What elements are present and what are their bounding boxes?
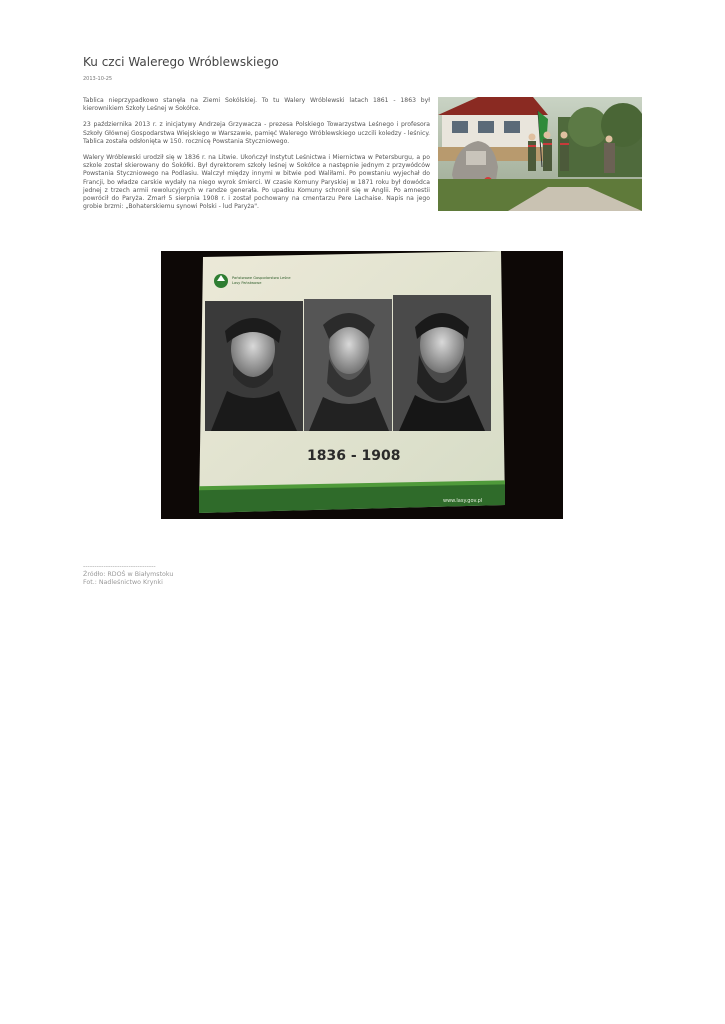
article-body bbox=[83, 97, 430, 219]
article-title: Ku czci Walerego Wróblewskiego bbox=[83, 55, 279, 69]
slide-url: www.lasy.gov.pl bbox=[443, 498, 483, 504]
footer-photo-credit: Fot.: Nadleśnictwo Krynki bbox=[83, 579, 163, 586]
footer-separator: -------------------------------- bbox=[83, 563, 156, 570]
presentation-slide bbox=[161, 251, 563, 519]
paragraph: Tablica nieprzypadkowo stanęła na Ziemi Sokólskiej. To tu Walery Wróblewski latach 1861 - 1863 był kierownikiem Szkoły Leśnej w Sokółce. bbox=[83, 97, 430, 113]
footer-source: Źródło: RDOŚ w Białymstoku bbox=[83, 571, 174, 578]
slide-org-line1: Państwowe Gospodarstwo Leśne bbox=[232, 276, 291, 280]
memorial-photo-image bbox=[438, 97, 642, 211]
portrait-2 bbox=[304, 299, 392, 431]
slide-years: 1836 - 1908 bbox=[307, 448, 401, 464]
portrait-1 bbox=[205, 301, 303, 431]
paragraph: Walery Wróblewski urodził się w 1836 r. na Litwie. Ukończył Instytut Leśnictwa i Miernictwa w Petersburgu, a po szkole został skierowany do Sokółki. Był dyrektorem szkoły leśnej w Sokółce a następnie jednym z przywódców Powstania Styczniowego na Podlasiu. Walczył między innymi w bitwie pod Waliłami. Po powstaniu wyjechał do Francji, bo władze carskie wydały na niego wyrok śmierci. W czasie Komuny Paryskiej w 1871 roku był dowódca jednej z trzech armii rewolucyjnych w randze generała. Po upadku Komuny schronił się w Anglii. Po amnestii powrócił do Paryża. Zmarł 5 sierpnia 1908 r. i został pochowany na cmentarzu Pere Lachaise. Napis na jego grobie brzmi: „Bohaterskiemu synowi Polski - lud Paryża". bbox=[83, 154, 430, 211]
slide-org-line2: Lasy Państwowe bbox=[232, 281, 262, 285]
portrait-3 bbox=[393, 295, 491, 431]
memorial-photo bbox=[438, 97, 642, 211]
article-footer bbox=[83, 563, 173, 587]
paragraph: 23 października 2013 r. z inicjatywy Andrzeja Grzywacza - prezesa Polskiego Towarzystwa Leśnego i profesora Szkoły Głównej Gospodarstwa Wiejskiego w Warszawie, pamięć Walerego Wróblewskiego uczcili koledzy - leśnicy. Tablica została odsłonięta w 150. rocznicę Powstania Styczniowego. bbox=[83, 121, 430, 145]
article-date: 2013-10-25 bbox=[83, 76, 113, 82]
presentation-photo bbox=[161, 251, 563, 519]
